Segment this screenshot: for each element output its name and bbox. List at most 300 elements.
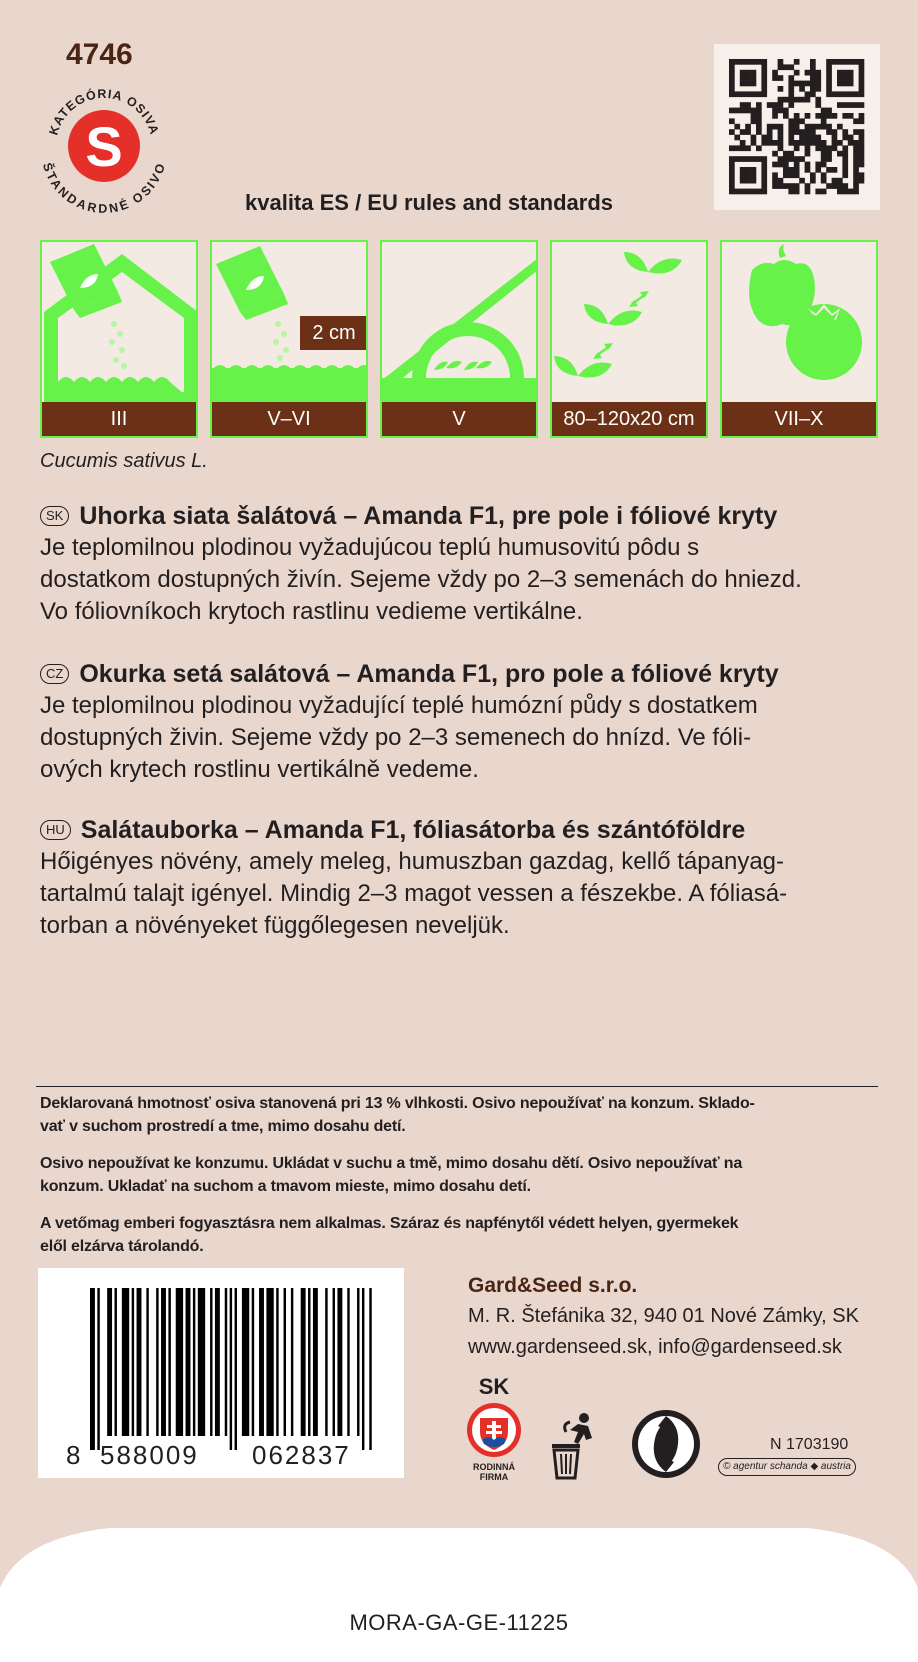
qr-module xyxy=(805,91,811,97)
qr-module xyxy=(767,135,773,141)
qr-module xyxy=(810,140,816,146)
section-body xyxy=(40,846,890,942)
qr-module xyxy=(842,113,848,119)
barcode-bar xyxy=(369,1288,371,1450)
seal-bottom-text: ŠTANDARDNÉ OSIVO xyxy=(39,161,169,214)
qr-module xyxy=(837,151,843,157)
qr-module xyxy=(810,86,816,92)
body-line: Vo fóliovníkoch krytoch rastlinu vedieme vertikálne. xyxy=(40,598,583,625)
qr-module xyxy=(751,81,757,87)
qr-module xyxy=(740,129,746,135)
qr-module xyxy=(751,167,757,173)
body-line: tartalmú talajt igényel. Mindig 2–3 magot vessen a fészekbe. A fóliasá- xyxy=(40,880,788,907)
barcode-bar xyxy=(333,1288,335,1436)
qr-module xyxy=(810,172,816,178)
qr-module xyxy=(794,183,800,189)
qr-module xyxy=(794,162,800,168)
qr-module xyxy=(794,140,800,146)
qr-module xyxy=(745,59,751,65)
pictogram-sowing-depth xyxy=(210,240,368,438)
qr-module xyxy=(837,183,843,189)
qr-module xyxy=(772,140,778,146)
qr-module xyxy=(778,156,784,162)
qr-module xyxy=(761,135,767,141)
qr-module xyxy=(859,113,865,119)
qr-module xyxy=(740,59,746,65)
qr-module xyxy=(734,124,740,130)
qr-module xyxy=(848,75,854,81)
qr-module xyxy=(729,64,735,70)
section-hu xyxy=(40,814,890,942)
sowing-depth-badge: 2 cm xyxy=(300,316,368,350)
qr-module xyxy=(756,156,762,162)
qr-module xyxy=(859,59,865,65)
qr-module xyxy=(799,118,805,124)
qr-module xyxy=(821,156,827,162)
qr-module xyxy=(729,167,735,173)
qr-module xyxy=(837,70,843,76)
n-number: N 1703190 xyxy=(770,1436,849,1453)
note-line: Deklarovaná hmotnosť osiva stanovená pri 13 % vlhkosti. Osivo nepoužívať na konzum. Sklado- xyxy=(40,1095,755,1112)
barcode-bar xyxy=(230,1288,232,1450)
pictogram-label: V–VI xyxy=(212,402,366,436)
qr-module xyxy=(842,59,848,65)
qr-module xyxy=(826,113,832,119)
barcode-bar xyxy=(215,1288,220,1436)
body-line: torban a növényeket függőlegesen neveljük. xyxy=(40,912,510,939)
note-line: vať v suchom prostredí a tme, mimo dosahu detí. xyxy=(40,1118,406,1135)
barcode-bar xyxy=(122,1288,129,1436)
qr-module xyxy=(756,145,762,151)
qr-code-graphic xyxy=(714,44,880,210)
barcode-bar xyxy=(90,1288,95,1450)
qr-module xyxy=(761,183,767,189)
qr-module xyxy=(810,75,816,81)
qr-module xyxy=(761,162,767,168)
qr-module xyxy=(767,124,773,130)
company-web[interactable]: www.gardenseed.sk, info@gardenseed.sk xyxy=(468,1336,842,1358)
qr-module xyxy=(832,91,838,97)
qr-module xyxy=(794,81,800,87)
barcode-bar xyxy=(242,1288,249,1436)
company-name: Gard&Seed s.r.o. xyxy=(468,1274,638,1297)
qr-module xyxy=(799,81,805,87)
qr-module xyxy=(848,140,854,146)
qr-module xyxy=(788,91,794,97)
qr-module xyxy=(842,183,848,189)
barcode-bar xyxy=(225,1288,227,1436)
qr-module xyxy=(810,178,816,184)
pictogram-label: III xyxy=(42,402,196,436)
pictogram-label: VII–X xyxy=(722,402,876,436)
qr-module xyxy=(745,178,751,184)
qr-module xyxy=(729,162,735,168)
qr-module xyxy=(805,124,811,130)
section-body xyxy=(40,532,890,628)
qr-module xyxy=(761,178,767,184)
agency-credit: © agentur schanda ◆ austria xyxy=(718,1458,856,1476)
qr-module xyxy=(761,86,767,92)
latin-name: Cucumis sativus L. xyxy=(40,450,208,472)
qr-module xyxy=(810,135,816,141)
qr-module xyxy=(729,172,735,178)
barcode-bar xyxy=(235,1288,237,1450)
qr-module xyxy=(778,59,784,65)
qr-module xyxy=(815,81,821,87)
qr-module xyxy=(778,75,784,81)
barcode-bar xyxy=(115,1288,117,1436)
qr-module xyxy=(751,118,757,124)
qr-module xyxy=(740,102,746,108)
qr-module xyxy=(761,140,767,146)
barcode-bar xyxy=(146,1288,148,1436)
qr-module xyxy=(772,183,778,189)
qr-module xyxy=(772,151,778,157)
pictogram-label: V xyxy=(382,402,536,436)
qr-module xyxy=(805,113,811,119)
qr-module xyxy=(788,124,794,130)
qr-module xyxy=(761,167,767,173)
qr-module xyxy=(842,162,848,168)
qr-module xyxy=(832,183,838,189)
qr-code[interactable] xyxy=(714,44,880,210)
qr-module xyxy=(842,145,848,151)
qr-module xyxy=(859,172,865,178)
qr-module xyxy=(756,113,762,119)
qr-module xyxy=(740,172,746,178)
qr-module xyxy=(859,129,865,135)
qr-module xyxy=(821,108,827,114)
qr-module xyxy=(761,59,767,65)
qr-module xyxy=(842,189,848,195)
qr-module xyxy=(729,156,735,162)
qr-module xyxy=(751,178,757,184)
qr-module xyxy=(778,108,784,114)
qr-module xyxy=(729,178,735,184)
qr-module xyxy=(848,91,854,97)
qr-module xyxy=(745,102,751,108)
qr-module xyxy=(832,129,838,135)
qr-module xyxy=(848,59,854,65)
qr-module xyxy=(734,156,740,162)
qr-module xyxy=(799,140,805,146)
qr-module xyxy=(788,81,794,87)
barcode-bar xyxy=(132,1288,134,1436)
qr-module xyxy=(783,113,789,119)
barcode-bar xyxy=(168,1288,170,1436)
qr-module xyxy=(751,70,757,76)
qr-module xyxy=(745,172,751,178)
qr-module xyxy=(788,64,794,70)
qr-module xyxy=(821,145,827,151)
qr-module xyxy=(772,172,778,178)
qr-module xyxy=(815,162,821,168)
logo-line1: RODINNÁ xyxy=(473,1462,515,1472)
qr-module xyxy=(826,156,832,162)
qr-module xyxy=(729,81,735,87)
seal-top-text: KATEGÓRIA OSIVA xyxy=(46,86,162,137)
qr-module xyxy=(848,113,854,119)
foil-tunnel-icon xyxy=(382,242,538,406)
pictogram-row xyxy=(40,240,886,438)
qr-module xyxy=(853,59,859,65)
qr-module xyxy=(778,178,784,184)
note-line: Osivo nepoužívat ke konzumu. Ukládat v suchu a tmě, mimo dosahu dětí. Osivo nepoužívať na xyxy=(40,1155,743,1172)
qr-module xyxy=(815,124,821,130)
qr-module xyxy=(859,135,865,141)
barcode-bar xyxy=(266,1288,273,1436)
note-line: konzum. Ukladať na suchom a tmavom mieste, mimo dosahu detí. xyxy=(40,1178,531,1195)
qr-module xyxy=(848,189,854,195)
qr-module xyxy=(761,64,767,70)
qr-module xyxy=(778,145,784,151)
qr-module xyxy=(778,102,784,108)
qr-module xyxy=(772,108,778,114)
qr-module xyxy=(837,140,843,146)
qr-module xyxy=(853,172,859,178)
qr-module xyxy=(729,189,735,195)
qr-module xyxy=(767,129,773,135)
qr-module xyxy=(729,91,735,97)
qr-module xyxy=(842,129,848,135)
qr-module xyxy=(783,156,789,162)
qr-module xyxy=(783,97,789,103)
barcode-digit-prefix: 8 xyxy=(66,1440,83,1470)
qr-module xyxy=(740,75,746,81)
body-line: Hőigényes növény, amely meleg, humuszban gazdag, kellő tápanyag- xyxy=(40,848,784,875)
qr-module xyxy=(740,81,746,87)
qr-module xyxy=(772,162,778,168)
section-title: Okurka setá salátová – Amanda F1, pro pole a fóliové kryty xyxy=(79,660,779,688)
qr-module xyxy=(853,178,859,184)
qr-module xyxy=(729,108,735,114)
qr-module xyxy=(848,135,854,141)
qr-module xyxy=(729,145,735,151)
qr-module xyxy=(810,64,816,70)
section-title: Uhorka siata šalátová – Amanda F1, pre pole i fóliové kryty xyxy=(79,502,778,530)
note-line: elől elzárva tárolandó. xyxy=(40,1238,204,1255)
qr-module xyxy=(853,140,859,146)
qr-module xyxy=(826,145,832,151)
qr-module xyxy=(740,167,746,173)
qr-module xyxy=(832,113,838,119)
qr-module xyxy=(751,189,757,195)
qr-module xyxy=(778,135,784,141)
qr-module xyxy=(842,70,848,76)
qr-module xyxy=(734,91,740,97)
qr-module xyxy=(788,75,794,81)
qr-module xyxy=(805,162,811,168)
qr-module xyxy=(794,113,800,119)
qr-module xyxy=(826,75,832,81)
qr-module xyxy=(821,124,827,130)
qr-module xyxy=(837,178,843,184)
qr-module xyxy=(778,162,784,168)
qr-module xyxy=(745,81,751,87)
barcode-bar xyxy=(193,1288,195,1436)
qr-module xyxy=(842,135,848,141)
qr-module xyxy=(837,91,843,97)
qr-module xyxy=(848,81,854,87)
qr-module xyxy=(772,70,778,76)
barcode-bar xyxy=(107,1288,112,1436)
qr-module xyxy=(842,156,848,162)
qr-module xyxy=(805,129,811,135)
qr-module xyxy=(832,145,838,151)
qr-module xyxy=(761,70,767,76)
qr-module xyxy=(821,172,827,178)
qr-module xyxy=(794,172,800,178)
qr-module xyxy=(805,81,811,87)
qr-module xyxy=(772,178,778,184)
qr-module xyxy=(842,81,848,87)
pictogram-foil-tunnel xyxy=(380,240,538,438)
barcode-bar xyxy=(301,1288,306,1436)
qr-module xyxy=(821,140,827,146)
qr-module xyxy=(837,75,843,81)
qr-module xyxy=(740,178,746,184)
qr-module xyxy=(805,183,811,189)
qr-module xyxy=(772,113,778,119)
qr-module xyxy=(740,108,746,114)
qr-module xyxy=(805,167,811,173)
qr-module xyxy=(859,162,865,168)
qr-module xyxy=(837,189,843,195)
product-code: 4746 xyxy=(66,38,133,71)
qr-module xyxy=(751,75,757,81)
barcode-bar xyxy=(325,1288,327,1436)
qr-module xyxy=(778,129,784,135)
section-heading xyxy=(40,500,890,532)
qr-module xyxy=(826,91,832,97)
logo-country: SK xyxy=(478,1374,510,1399)
qr-module xyxy=(778,97,784,103)
body-line: dostupných živin. Sejeme vždy po 2–3 semenech do hnízd. Ve fóli- xyxy=(40,724,752,751)
qr-module xyxy=(810,81,816,87)
qr-module xyxy=(778,86,784,92)
qr-module xyxy=(751,140,757,146)
qr-module xyxy=(734,135,740,141)
qr-module xyxy=(859,156,865,162)
qr-module xyxy=(832,167,838,173)
barcode-bar xyxy=(347,1288,349,1436)
qr-module xyxy=(826,59,832,65)
qr-module xyxy=(859,86,865,92)
body-line: Je teplomilnou plodinou vyžadující teplé humózní půdy s dostatkem xyxy=(40,692,758,719)
qr-module xyxy=(853,91,859,97)
qr-module xyxy=(794,189,800,195)
qr-module xyxy=(815,140,821,146)
qr-module xyxy=(859,75,865,81)
qr-module xyxy=(745,189,751,195)
qr-module xyxy=(848,70,854,76)
qr-module xyxy=(859,64,865,70)
qr-module xyxy=(756,189,762,195)
qr-module xyxy=(729,129,735,135)
qr-module xyxy=(729,70,735,76)
qr-module xyxy=(761,81,767,87)
pictogram-plant-spacing xyxy=(550,240,708,438)
barcode-bar xyxy=(357,1288,359,1436)
qr-module xyxy=(837,102,843,108)
qr-module xyxy=(788,189,794,195)
qr-module xyxy=(756,59,762,65)
section-cz xyxy=(40,658,890,786)
qr-module xyxy=(794,167,800,173)
pictogram-label: 80–120x20 cm xyxy=(552,402,706,436)
qr-module xyxy=(805,70,811,76)
language-code-badge: SK xyxy=(40,506,69,526)
qr-module xyxy=(788,151,794,157)
language-code-badge: HU xyxy=(40,820,71,840)
qr-module xyxy=(772,75,778,81)
greenhouse-sowing-icon xyxy=(42,242,198,406)
pepper-tomato-icon xyxy=(722,242,878,406)
qr-module xyxy=(832,178,838,184)
body-line: dostatkom dostupných živín. Sejeme vždy po 2–3 semenách do hniezd. xyxy=(40,566,802,593)
barcode-bar xyxy=(156,1288,158,1436)
qr-module xyxy=(842,167,848,173)
qr-module xyxy=(859,118,865,124)
qr-module xyxy=(815,97,821,103)
qr-module xyxy=(837,59,843,65)
divider xyxy=(36,1086,878,1087)
qr-module xyxy=(734,59,740,65)
qr-module xyxy=(859,70,865,76)
section-heading xyxy=(40,814,890,846)
barcode-bar xyxy=(276,1288,278,1436)
qr-module xyxy=(826,81,832,87)
qr-module xyxy=(751,59,757,65)
qr-module xyxy=(745,156,751,162)
barcode-bar xyxy=(337,1288,342,1436)
body-line: Je teplomilnou plodinou vyžadujúcou teplú humusovitú pôdu s xyxy=(40,534,700,561)
plant-spacing-icon xyxy=(552,242,708,406)
qr-module xyxy=(740,145,746,151)
qr-module xyxy=(734,108,740,114)
qr-module xyxy=(745,108,751,114)
section-sk xyxy=(40,500,890,628)
qr-module xyxy=(783,172,789,178)
seed-category-seal xyxy=(36,78,172,214)
qr-module xyxy=(756,129,762,135)
qr-module xyxy=(740,189,746,195)
qr-module xyxy=(761,156,767,162)
note-line: A vetőmag emberi fogyasztásra nem alkalmas. Száraz és napfénytől védett helyen, gyermekek xyxy=(40,1215,739,1232)
section-body xyxy=(40,690,890,786)
pictogram-greenhouse-sowing xyxy=(40,240,198,438)
qr-module xyxy=(756,91,762,97)
qr-module xyxy=(842,172,848,178)
qr-module xyxy=(826,183,832,189)
qr-module xyxy=(826,64,832,70)
qr-module xyxy=(745,91,751,97)
qr-module xyxy=(805,145,811,151)
qr-module xyxy=(805,97,811,103)
qr-module xyxy=(859,102,865,108)
qr-module xyxy=(821,178,827,184)
qr-module xyxy=(783,151,789,157)
body-line: ových krytech rostlinu vertikálně vedeme. xyxy=(40,756,479,783)
qr-module xyxy=(853,156,859,162)
qr-module xyxy=(821,189,827,195)
qr-module xyxy=(859,140,865,146)
qr-module xyxy=(810,124,816,130)
qr-module xyxy=(821,113,827,119)
qr-module xyxy=(778,124,784,130)
qr-module xyxy=(794,59,800,65)
qr-module xyxy=(842,75,848,81)
